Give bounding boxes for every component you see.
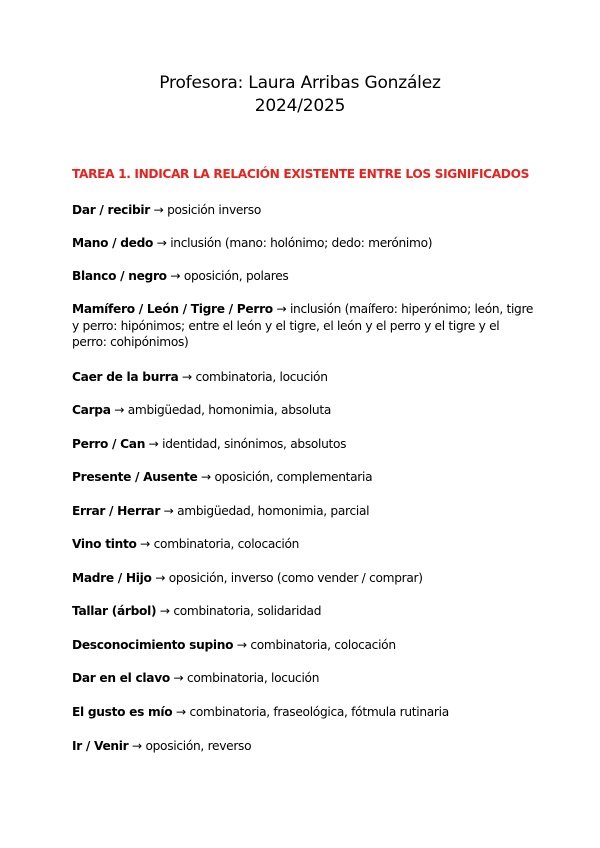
entry-description: combinatoria, locución: [195, 370, 328, 384]
arrow-icon: →: [236, 638, 247, 652]
entry-description: oposición, polares: [183, 269, 289, 283]
entry-term: Carpa: [72, 403, 111, 417]
entry: [72, 503, 534, 520]
entry: [72, 570, 534, 587]
entry-description: combinatoria, fraseológica, fótmula rutinaria: [189, 705, 449, 719]
entry-term: El gusto es mío: [72, 705, 173, 719]
entry: [72, 637, 534, 654]
entry-description: combinatoria, solidaridad: [173, 604, 322, 618]
entry: [72, 469, 534, 486]
entry-description: oposición, inverso (como vender / comprar): [168, 571, 423, 585]
arrow-icon: →: [156, 236, 167, 250]
entry-term: Ir / Venir: [72, 739, 129, 753]
entry-term: Presente / Ausente: [72, 470, 198, 484]
entry-term: Perro / Can: [72, 437, 146, 451]
entry-description: oposición, complementaria: [214, 470, 373, 484]
arrow-icon: →: [163, 504, 174, 518]
entry-description: inclusión (mano: holónimo; dedo: merónimo): [170, 236, 433, 250]
arrow-icon: →: [114, 403, 125, 417]
entry: [72, 268, 534, 285]
document-header: [0, 72, 600, 118]
arrow-icon: →: [182, 370, 192, 384]
entry-term: Tallar (árbol): [72, 604, 157, 618]
entry: [72, 301, 534, 351]
entry: [72, 536, 534, 553]
arrow-icon: →: [170, 269, 181, 283]
entry: [72, 603, 534, 620]
entry: [72, 738, 534, 755]
entry-term: Mano / dedo: [72, 236, 154, 250]
arrow-icon: →: [276, 302, 287, 316]
author-line: Profesora: Laura Arribas González: [159, 73, 441, 93]
arrow-icon: →: [175, 705, 186, 719]
year-line: 2024/2025: [254, 96, 346, 116]
entry-term: Caer de la burra: [72, 370, 179, 384]
arrow-icon: →: [140, 537, 151, 551]
entry-term: Madre / Hijo: [72, 571, 152, 585]
entry-description: identidad, sinónimos, absolutos: [162, 437, 347, 451]
entry-term: Blanco / negro: [72, 269, 167, 283]
entry: [72, 202, 534, 219]
entry-term: Vino tinto: [72, 537, 137, 551]
arrow-icon: →: [155, 571, 166, 585]
entry: [72, 402, 534, 419]
arrow-icon: →: [173, 671, 184, 685]
entry-description: combinatoria, colocación: [250, 638, 396, 652]
arrow-icon: →: [131, 739, 142, 753]
entry: [72, 670, 534, 687]
arrow-icon: →: [148, 437, 159, 451]
entry-description: oposición, reverso: [145, 739, 252, 753]
entry: [72, 436, 534, 453]
entry-description: combinatoria, colocación: [153, 537, 300, 551]
entry-term: Errar / Herrar: [72, 504, 161, 518]
arrow-icon: →: [159, 604, 170, 618]
entry-description: combinatoria, locución: [187, 671, 320, 685]
entry: [72, 369, 534, 386]
entry-description: ambigüedad, homonimia, absoluta: [127, 403, 331, 417]
entry-term: Desconocimiento supino: [72, 638, 234, 652]
entry-description: posición inverso: [167, 203, 261, 217]
entry: [72, 235, 534, 252]
entry-term: Mamífero / León / Tigre / Perro: [72, 302, 273, 316]
arrow-icon: →: [201, 470, 211, 484]
entry-description: inclusión (maífero: hiperónimo; león, tigre y perro: hipónimos; entre el león y el tigre, el león y el perro y el tigre y el perro: cohipónimos): [72, 302, 534, 350]
task-title: TAREA 1. INDICAR LA RELACIÓN EXISTENTE ENTRE LOS SIGNIFICADOS: [72, 167, 530, 181]
entry-description: ambigüedad, homonimia, parcial: [177, 504, 370, 518]
arrow-icon: →: [153, 203, 164, 217]
entry-term: Dar / recibir: [72, 203, 150, 217]
entry: [72, 704, 534, 721]
entry-term: Dar en el clavo: [72, 671, 170, 685]
